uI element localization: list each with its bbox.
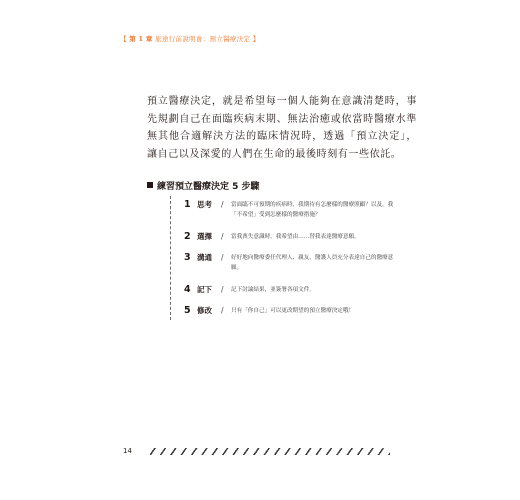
step-description: 當我喪失意識時，我希望由……替我表達醫療意願。 <box>231 234 360 240</box>
steps-dashed-line <box>170 196 171 320</box>
step-number: 4 <box>184 284 191 295</box>
step-number: 3 <box>184 252 191 263</box>
step-label: 思考 <box>197 200 212 209</box>
step-number: 2 <box>184 231 191 242</box>
step-label: 選擇 <box>197 232 212 241</box>
step-slash: / <box>221 306 224 315</box>
page-number: 14 <box>123 447 132 455</box>
step-3 <box>184 252 399 273</box>
chapter-label: 第 1 章 <box>129 35 153 43</box>
square-bullet-icon <box>147 182 153 188</box>
step-label: 溝通 <box>197 253 212 262</box>
step-1 <box>184 199 399 220</box>
step-label: 修改 <box>197 306 212 315</box>
step-description: 只有「你自己」可以更改期望的預立醫療決定哦！ <box>231 308 355 314</box>
header-bracket-open: 【 <box>120 35 127 43</box>
header-bracket-close: 】 <box>252 35 260 43</box>
step-description: 記下討論結果，並簽署各項文件。 <box>231 287 315 293</box>
intro-paragraph: 預立醫療決定，就是希望每一個人能夠在意識清楚時，事先規劃自己在面臨疾病末期、無法治癒或依當時醫療水準無其他合適解決方法的臨床情況時，透過「預立決定」，讓自己以及深愛的人們在生命的最後時刻有一些依託。 <box>147 96 417 160</box>
step-slash: / <box>221 232 224 241</box>
step-2 <box>184 231 399 243</box>
step-number: 5 <box>184 305 191 316</box>
step-4 <box>184 284 399 296</box>
steps-heading-text: 練習預立醫療決定 5 步驟 <box>157 182 260 192</box>
step-description: 當面臨不可預期的疾病時，我期待有怎麼樣的醫療照顧？以及，我「不希望」受到怎麼樣的醫療措施？ <box>231 202 394 218</box>
step-slash: / <box>221 200 224 209</box>
step-5 <box>184 305 399 317</box>
step-description: 好好地向醫療委任代理人、親友、醫護人員充分表達自己的醫療意願。 <box>231 255 394 271</box>
step-slash: / <box>221 253 224 262</box>
chapter-title: 旅途行前說明會：預立醫療決定 <box>155 35 251 43</box>
step-number: 1 <box>184 199 191 210</box>
footer-hatch-decoration <box>150 448 390 455</box>
step-label: 記下 <box>197 285 212 294</box>
step-slash: / <box>221 285 224 294</box>
steps-heading <box>147 179 260 192</box>
running-header <box>120 34 260 43</box>
